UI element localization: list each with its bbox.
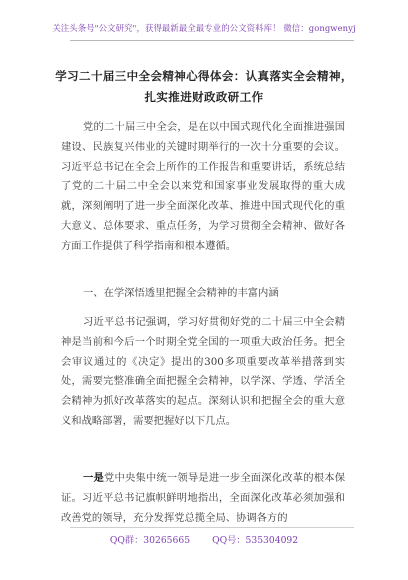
paragraph-3-text: 党中央集中统一领导是进一步全面深化改革的根本保证。习近平总书记旗帜鲜明地指出，全面深化改革必须加强和改善党的领导，充分发挥党总揽全局、协调各方的 (61, 472, 346, 524)
footer-qq-number: QQ号：535304092 (212, 535, 299, 546)
body-paragraph-2: 习近平总书记强调，学习好贯彻好党的二十届三中全会精神是当前和今后一个时期全党全国的一项重大政治任务。把全会审议通过的《决定》提出的300多项重要改革举措落到实处，需要完整准确全面把握全会精神，以学深、学透、学活全会精神为抓好改革落实的起点。深刻认识和把握全会的重大意义和战略部署，需要把握好以下几点。 (61, 316, 345, 427)
footer-divider (70, 527, 354, 528)
section-heading-1: 一、在学深悟透里把握全会精神的丰富内涵 (83, 287, 279, 299)
footer-qq-group: QQ群：30265665 (109, 535, 191, 546)
body-paragraph-3 (61, 469, 345, 528)
document-title-line-2: 扎实推进财政政研工作 (144, 90, 264, 104)
document-title-line-1: 学习二十届三中全会精神心得体会：认真落实全会精神， (55, 69, 353, 83)
header-notice: 关注头条号"公文研究"，获得最新最全最专业的公文资料库！ 微信：gongwenyj (52, 23, 356, 33)
header-divider (70, 40, 354, 41)
footer-contact (0, 532, 408, 546)
paragraph-3-lead: 一是 (83, 472, 104, 484)
body-paragraph-1: 党的二十届三中全会，是在以中国式现代化全面推进强国建设、民族复兴伟业的关键时期举行的一次十分重要的会议。习近平总书记在全会上所作的工作报告和重要讲话，系统总结了党的二十届二中全会以来党和国家事业发展取得的重大成就，深刻阐明了进一步全面深化改革、推进中国式现代化的重大意义、总体要求、重点任务，为学习贯彻全会精神、做好各方面工作提供了科学指南和根本遵循。 (61, 121, 345, 252)
